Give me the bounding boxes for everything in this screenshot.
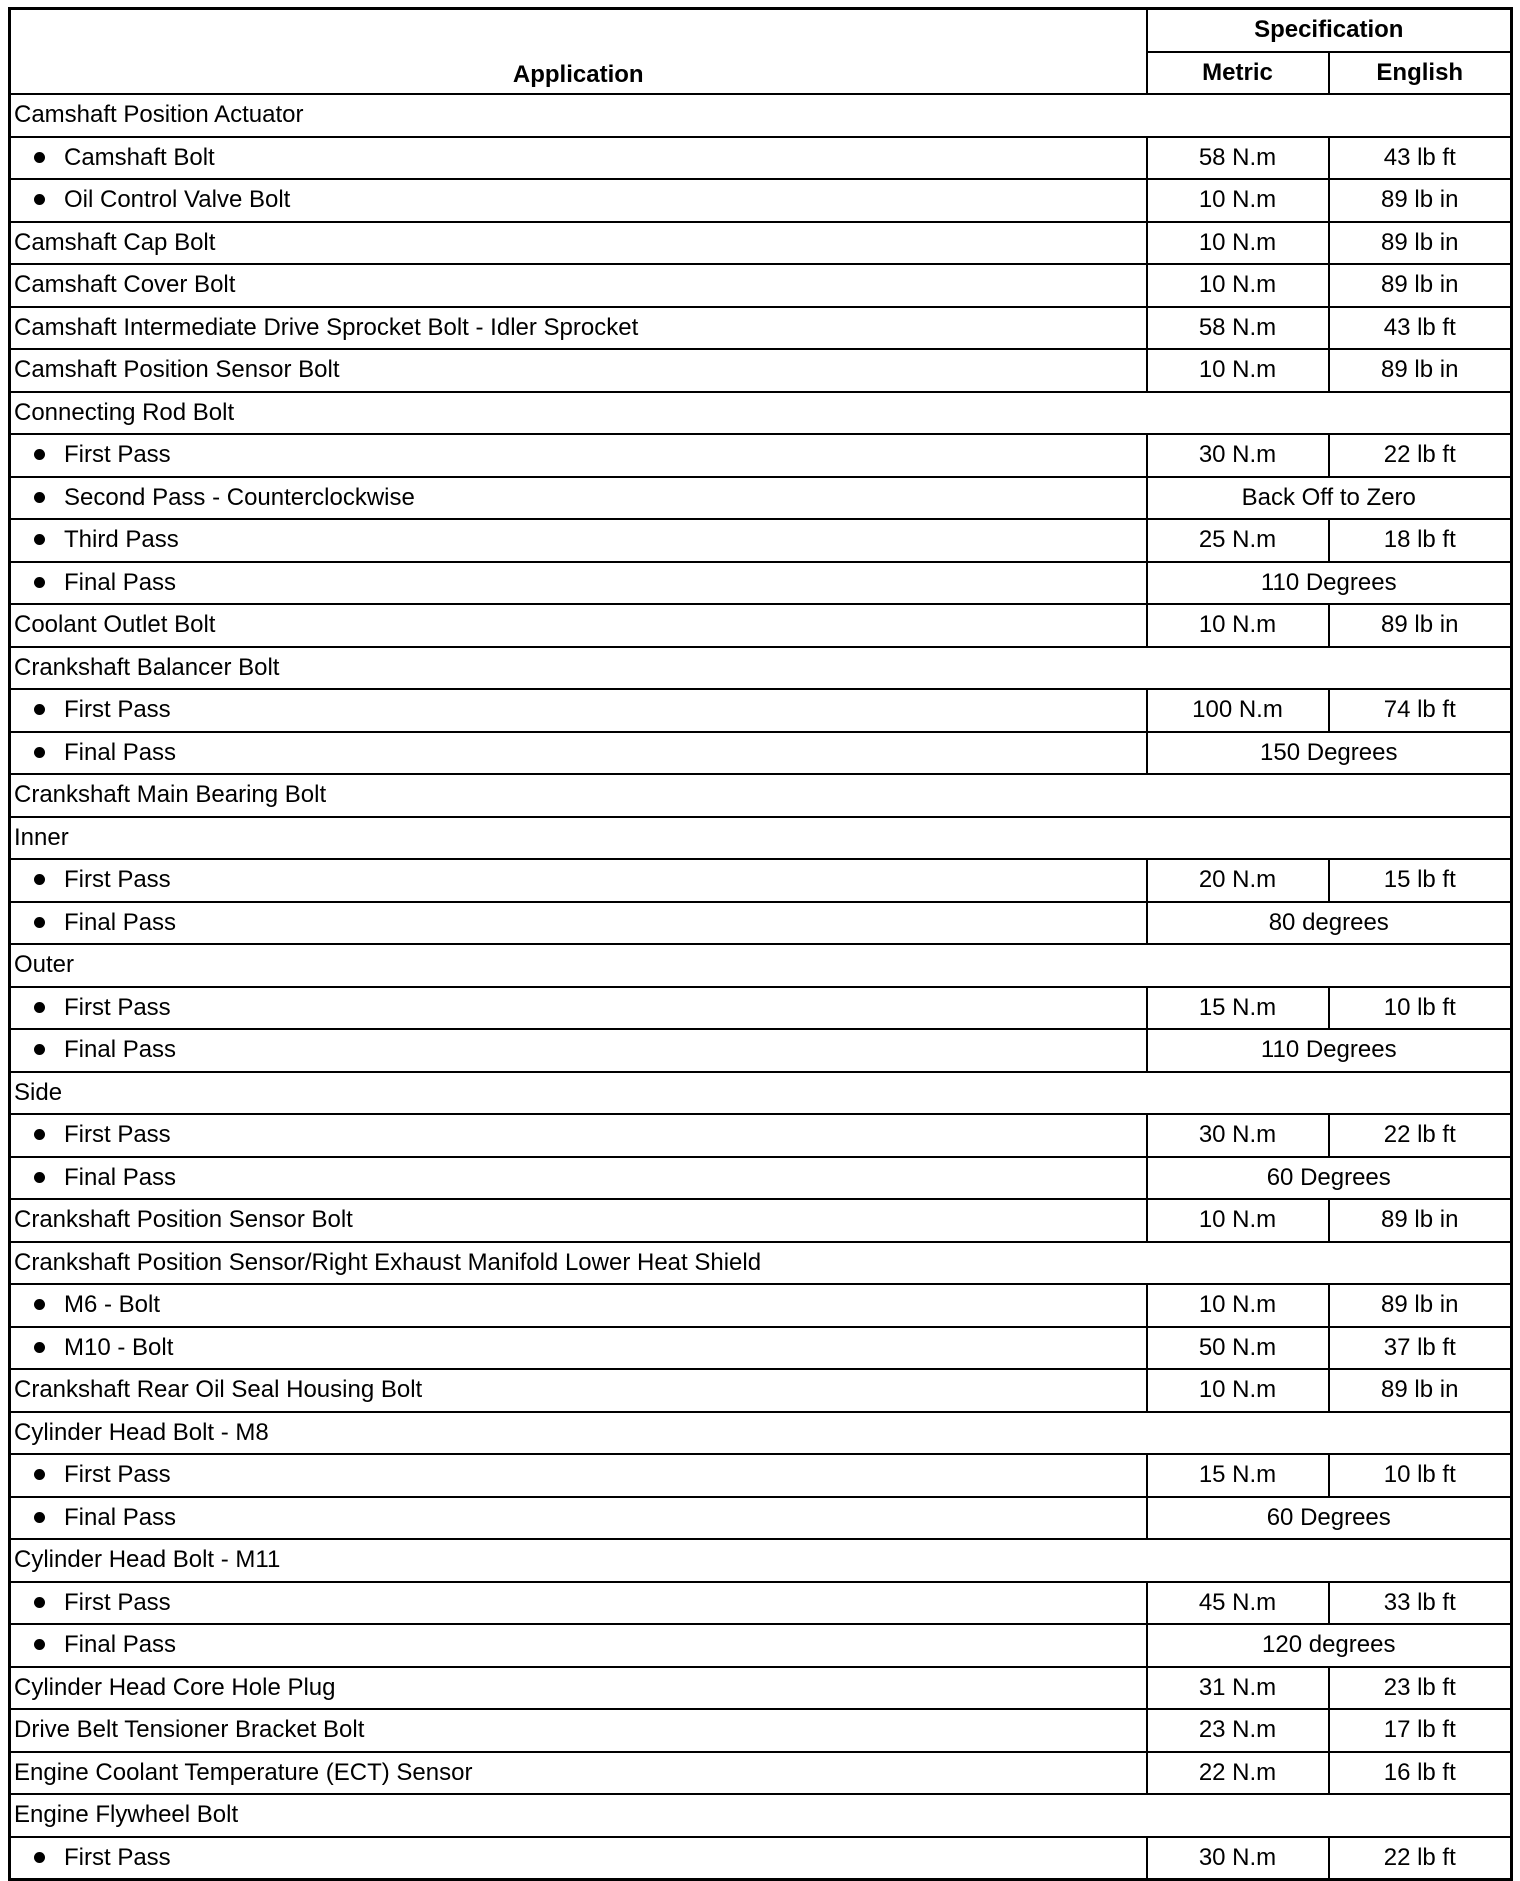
table-body [10,94,1512,1880]
application-cell [10,1497,1147,1540]
table-row [10,1114,1512,1157]
group-heading: Crankshaft Balancer Bolt [10,647,1512,690]
bullet-icon [34,449,45,460]
application-label: Camshaft Cap Bolt [14,228,216,256]
application-label: First Pass [64,1121,171,1149]
table-row [10,1454,1512,1497]
application-label: Second Pass - Counterclockwise [64,483,415,511]
english-cell: 10 lb ft [1329,987,1512,1030]
bullet-icon [34,1342,45,1353]
table-row [10,434,1512,477]
english-cell: 15 lb ft [1329,859,1512,902]
application-cell [10,1454,1147,1497]
english-cell: 43 lb ft [1329,137,1512,180]
english-cell: 16 lb ft [1329,1752,1512,1795]
english-cell: 89 lb in [1329,349,1512,392]
group-row [10,647,1512,690]
application-cell [10,902,1147,945]
application-label: First Pass [64,1843,171,1871]
application-label: First Pass [64,441,171,469]
application-cell [10,987,1147,1030]
table-row [10,1157,1512,1200]
group-heading: Crankshaft Position Sensor/Right Exhaust Manifold Lower Heat Shield [10,1242,1512,1285]
application-cell [10,1709,1147,1752]
english-cell: 74 lb ft [1329,689,1512,732]
group-heading: Side [10,1072,1512,1115]
application-label: First Pass [64,1461,171,1489]
table-row [10,1752,1512,1795]
application-cell [10,1667,1147,1710]
application-label: Final Pass [64,1631,177,1659]
application-label: Drive Belt Tensioner Bracket Bolt [14,1716,365,1744]
table-row [10,902,1512,945]
application-cell [10,1582,1147,1625]
metric-cell: 10 N.m [1147,604,1329,647]
english-cell: 33 lb ft [1329,1582,1512,1625]
application-label: Final Pass [64,1503,177,1531]
bullet-icon [34,1044,45,1055]
bullet-icon [34,577,45,588]
application-label: M10 - Bolt [64,1333,174,1361]
application-cell [10,1199,1147,1242]
application-cell [10,222,1147,265]
application-cell [10,1752,1147,1795]
group-heading: Cylinder Head Bolt - M11 [10,1539,1512,1582]
english-cell: 10 lb ft [1329,1454,1512,1497]
combined-spec-cell: 110 Degrees [1147,562,1512,605]
group-row [10,1242,1512,1285]
table-row [10,1199,1512,1242]
bullet-icon [34,1852,45,1863]
table-row [10,1667,1512,1710]
group-heading: Connecting Rod Bolt [10,392,1512,435]
english-cell: 22 lb ft [1329,1837,1512,1880]
metric-cell: 20 N.m [1147,859,1329,902]
combined-spec-cell: 150 Degrees [1147,732,1512,775]
metric-cell: 10 N.m [1147,1369,1329,1412]
metric-cell: 30 N.m [1147,434,1329,477]
application-cell [10,732,1147,775]
group-row [10,1794,1512,1837]
table-row [10,689,1512,732]
bullet-icon [34,874,45,885]
bullet-icon [34,917,45,928]
bullet-icon [34,152,45,163]
table-row [10,1709,1512,1752]
group-heading: Cylinder Head Bolt - M8 [10,1412,1512,1455]
metric-cell: 10 N.m [1147,264,1329,307]
table-row [10,1497,1512,1540]
table-row [10,264,1512,307]
bullet-icon [34,1002,45,1013]
application-cell [10,689,1147,732]
group-row [10,817,1512,860]
group-heading: Outer [10,944,1512,987]
table-row [10,1369,1512,1412]
application-label: Final Pass [64,1036,177,1064]
metric-cell: 58 N.m [1147,137,1329,180]
application-label: Camshaft Intermediate Drive Sprocket Bolt - Idler Sprocket [14,313,639,341]
english-cell: 89 lb in [1329,1284,1512,1327]
table-row [10,1327,1512,1370]
metric-cell: 50 N.m [1147,1327,1329,1370]
application-cell [10,307,1147,350]
english-cell: 89 lb in [1329,264,1512,307]
application-cell [10,1284,1147,1327]
bullet-icon [34,1597,45,1608]
table-row [10,987,1512,1030]
english-cell: 22 lb ft [1329,1114,1512,1157]
application-cell [10,859,1147,902]
group-row [10,1412,1512,1455]
table-row [10,1582,1512,1625]
combined-spec-cell: 60 Degrees [1147,1157,1512,1200]
group-heading: Inner [10,817,1512,860]
combined-spec-cell: 110 Degrees [1147,1029,1512,1072]
metric-cell: 22 N.m [1147,1752,1329,1795]
metric-cell: 30 N.m [1147,1837,1329,1880]
group-row [10,944,1512,987]
application-cell [10,137,1147,180]
table-row [10,137,1512,180]
metric-cell: 10 N.m [1147,349,1329,392]
application-label: Final Pass [64,1163,177,1191]
metric-cell: 10 N.m [1147,1199,1329,1242]
application-cell [10,264,1147,307]
application-label: Oil Control Valve Bolt [64,186,291,214]
table-row [10,859,1512,902]
table-row [10,477,1512,520]
english-cell: 89 lb in [1329,1369,1512,1412]
english-cell: 22 lb ft [1329,434,1512,477]
application-cell [10,1837,1147,1880]
english-cell: 18 lb ft [1329,519,1512,562]
group-row [10,774,1512,817]
group-heading: Camshaft Position Actuator [10,94,1512,137]
application-label: First Pass [64,866,171,894]
application-header: Application [10,9,1147,95]
application-cell [10,1114,1147,1157]
english-cell: 89 lb in [1329,179,1512,222]
group-row [10,392,1512,435]
combined-spec-cell: Back Off to Zero [1147,477,1512,520]
table-row [10,1284,1512,1327]
application-label: Coolant Outlet Bolt [14,611,216,639]
combined-spec-cell: 120 degrees [1147,1624,1512,1667]
table-header [10,9,1512,95]
application-label: First Pass [64,696,171,724]
table-row [10,307,1512,350]
bullet-icon [34,1512,45,1523]
english-cell: 37 lb ft [1329,1327,1512,1370]
bullet-icon [34,704,45,715]
metric-cell: 15 N.m [1147,1454,1329,1497]
application-label: Camshaft Bolt [64,143,215,171]
group-row [10,1539,1512,1582]
english-cell: 17 lb ft [1329,1709,1512,1752]
specification-header: Specification [1147,9,1512,52]
application-cell [10,1157,1147,1200]
metric-cell: 15 N.m [1147,987,1329,1030]
table-row [10,1624,1512,1667]
combined-spec-cell: 80 degrees [1147,902,1512,945]
metric-cell: 100 N.m [1147,689,1329,732]
metric-cell: 10 N.m [1147,1284,1329,1327]
application-label: First Pass [64,993,171,1021]
torque-spec-table [8,7,1513,1881]
table-row [10,179,1512,222]
application-label: Crankshaft Rear Oil Seal Housing Bolt [14,1376,423,1404]
bullet-icon [34,194,45,205]
english-header: English [1329,52,1512,95]
application-label: Final Pass [64,908,177,936]
table-row [10,732,1512,775]
bullet-icon [34,747,45,758]
application-label: Crankshaft Position Sensor Bolt [14,1206,353,1234]
table-row [10,222,1512,265]
table-row [10,519,1512,562]
application-label: Final Pass [64,738,177,766]
application-label: M6 - Bolt [64,1291,161,1319]
metric-header: Metric [1147,52,1329,95]
application-cell [10,1029,1147,1072]
english-cell: 89 lb in [1329,1199,1512,1242]
application-label: First Pass [64,1588,171,1616]
application-label: Camshaft Cover Bolt [14,271,236,299]
application-label: Third Pass [64,526,179,554]
table-row [10,562,1512,605]
english-cell: 89 lb in [1329,604,1512,647]
application-cell [10,604,1147,647]
application-cell [10,349,1147,392]
metric-cell: 23 N.m [1147,1709,1329,1752]
metric-cell: 25 N.m [1147,519,1329,562]
bullet-icon [34,492,45,503]
bullet-icon [34,1172,45,1183]
table-row [10,604,1512,647]
application-cell [10,519,1147,562]
application-cell [10,477,1147,520]
table-row [10,1029,1512,1072]
group-row [10,1072,1512,1115]
bullet-icon [34,1129,45,1140]
english-cell: 23 lb ft [1329,1667,1512,1710]
metric-cell: 31 N.m [1147,1667,1329,1710]
english-cell: 43 lb ft [1329,307,1512,350]
metric-cell: 58 N.m [1147,307,1329,350]
application-cell [10,1327,1147,1370]
group-row [10,94,1512,137]
application-label: Cylinder Head Core Hole Plug [14,1673,336,1701]
group-heading: Engine Flywheel Bolt [10,1794,1512,1837]
bullet-icon [34,1469,45,1480]
english-cell: 89 lb in [1329,222,1512,265]
table-row [10,1837,1512,1880]
metric-cell: 10 N.m [1147,222,1329,265]
application-cell [10,434,1147,477]
application-label: Camshaft Position Sensor Bolt [14,356,340,384]
bullet-icon [34,534,45,545]
combined-spec-cell: 60 Degrees [1147,1497,1512,1540]
application-cell [10,179,1147,222]
bullet-icon [34,1299,45,1310]
metric-cell: 30 N.m [1147,1114,1329,1157]
table-row [10,349,1512,392]
bullet-icon [34,1639,45,1650]
group-heading: Crankshaft Main Bearing Bolt [10,774,1512,817]
metric-cell: 10 N.m [1147,179,1329,222]
metric-cell: 45 N.m [1147,1582,1329,1625]
application-label: Final Pass [64,568,177,596]
application-label: Engine Coolant Temperature (ECT) Sensor [14,1758,473,1786]
application-cell [10,562,1147,605]
application-cell [10,1624,1147,1667]
application-cell [10,1369,1147,1412]
